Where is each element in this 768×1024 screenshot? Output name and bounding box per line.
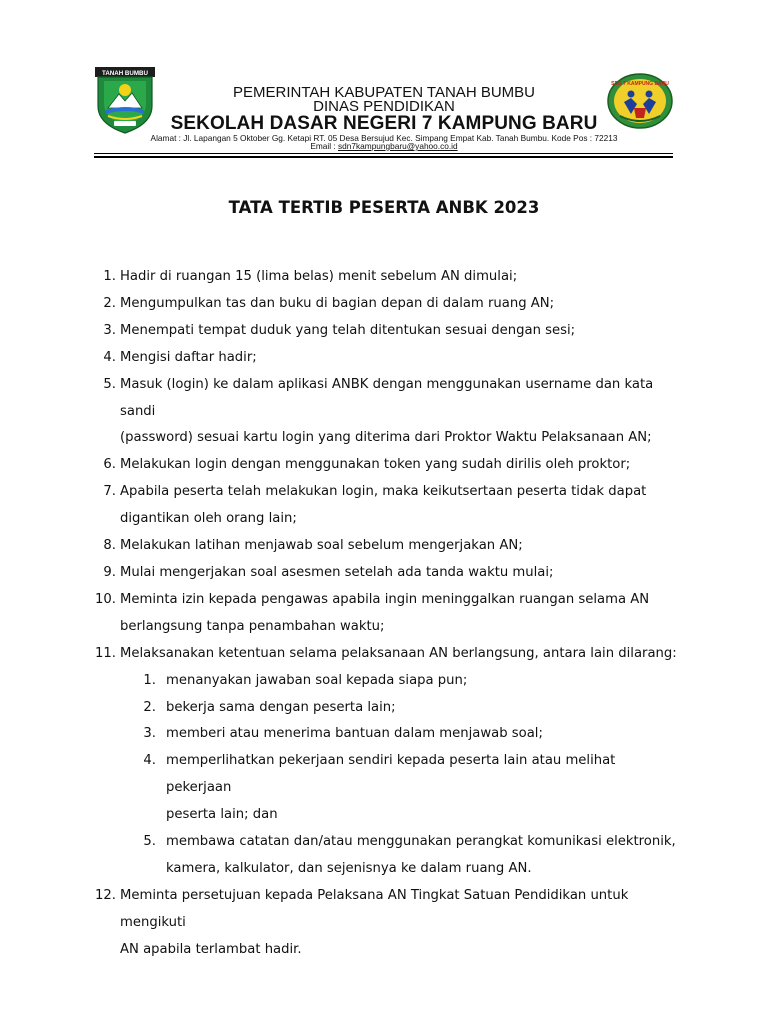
sub-rule-number: 4. <box>143 753 156 769</box>
sub-rule-text-line: memberi atau menerima bantuan dalam menjawab soal; <box>166 726 543 742</box>
rule-number: 3. <box>103 322 116 338</box>
logo-text: SDN 7 KAMPUNG BARU <box>611 81 669 87</box>
rule-text-line: Meminta persetujuan kepada Pelaksana AN Tingkat Satuan Pendidikan untuk mengikuti <box>120 887 629 930</box>
sub-rule-text-line: menanyakan jawaban soal kepada siapa pun; <box>166 672 468 688</box>
email-link[interactable]: sdn7kampungbaru@yahoo.co.id <box>338 141 458 151</box>
rule-item-6 <box>94 452 684 479</box>
rule-number: 4. <box>103 349 116 365</box>
rule-item-4 <box>94 345 684 372</box>
document-title: TATA TERTIB PESERTA ANBK 2023 <box>228 198 540 217</box>
rule-number: 2. <box>103 295 116 311</box>
rule-item-9 <box>94 560 684 587</box>
rule-item-5 <box>94 372 684 453</box>
rule-number: 5. <box>103 376 116 392</box>
rule-item-3 <box>94 318 684 345</box>
rule-text-line: Hadir di ruangan 15 (lima belas) menit sebelum AN dimulai; <box>120 269 518 284</box>
rule-item-11 <box>94 641 684 668</box>
rule-text-line: (password) sesuai kartu login yang diterima dari Proktor Waktu Pelaksanaan AN; <box>120 430 652 446</box>
sub-rule-item-5 <box>94 829 684 883</box>
sub-rule-item-2 <box>94 695 684 722</box>
rule-text-line: Melaksanakan ketentuan selama pelaksanaan AN berlangsung, antara lain dilarang: <box>120 645 677 661</box>
emblem-text: TANAH BUMBU <box>102 69 148 77</box>
sub-rule-number: 3. <box>143 726 156 742</box>
rule-number: 10. <box>95 591 116 607</box>
rule-number: 12. <box>95 887 116 903</box>
rule-text-line: Meminta izin kepada pengawas apabila ingin meninggalkan ruangan selama AN <box>120 591 650 607</box>
rule-text-line: Apabila peserta telah melakukan login, maka keikutsertaan peserta tidak dapat <box>120 484 647 500</box>
rules-list <box>94 264 684 964</box>
rule-item-7 <box>94 479 684 533</box>
rule-number: 8. <box>103 538 116 554</box>
rule-number: 6. <box>103 457 116 473</box>
sub-rule-item-4 <box>94 748 684 829</box>
sub-rule-text-line: bekerja sama dengan peserta lain; <box>166 699 396 715</box>
sub-rule-text-line: kamera, kalkulator, dan sejenisnya ke dalam ruang AN. <box>166 860 532 876</box>
email-label: Email : <box>310 141 339 151</box>
sub-rule-number: 1. <box>143 672 156 688</box>
rule-text-line: AN apabila terlambat hadir. <box>120 941 302 957</box>
rule-item-2 <box>94 291 684 318</box>
rule-item-1 <box>94 264 684 291</box>
rule-item-8 <box>94 533 684 560</box>
rule-item-10 <box>94 587 684 641</box>
letterhead-rule-thin <box>94 153 673 154</box>
sub-rule-text-line: peserta lain; dan <box>166 807 278 823</box>
school-email <box>120 141 648 151</box>
rule-number: 7. <box>103 484 116 500</box>
department-name: DINAS PENDIDIKAN <box>313 98 455 115</box>
rule-text-line: Masuk (login) ke dalam aplikasi ANBK dengan menggunakan username dan kata sandi <box>120 376 654 419</box>
school-name: SEKOLAH DASAR NEGERI 7 KAMPUNG BARU <box>170 113 598 134</box>
sub-rule-number: 2. <box>143 699 156 715</box>
letterhead-rule-thick <box>94 156 673 158</box>
rule-text-line: digantikan oleh orang lain; <box>120 511 297 527</box>
school-address: Alamat : Jl. Lapangan 5 Oktober Gg. Ketapi RT. 05 Desa Bersujud Kec. Simpang Empat Kab. Tanah Bumbu. Kode Pos : 72213 <box>150 133 618 143</box>
government-name: PEMERINTAH KABUPATEN TANAH BUMBU <box>233 84 535 101</box>
sub-rule-text-line: membawa catatan dan/atau menggunakan perangkat komunikasi elektronik, <box>166 834 676 850</box>
sub-rule-item-1 <box>94 668 684 695</box>
rule-text-line: Menempati tempat duduk yang telah ditentukan sesuai dengan sesi; <box>120 322 576 338</box>
sub-rule-text-line: memperlihatkan pekerjaan sendiri kepada peserta lain atau melihat pekerjaan <box>166 753 616 796</box>
rule-number: 1. <box>103 269 116 284</box>
rule-number: 11. <box>95 645 116 661</box>
rule-text-line: Mengisi daftar hadir; <box>120 349 257 365</box>
rule-text-line: Mengumpulkan tas dan buku di bagian depan di dalam ruang AN; <box>120 295 555 311</box>
sub-rule-item-3 <box>94 721 684 748</box>
sub-rule-number: 5. <box>143 834 156 850</box>
rule-number: 9. <box>103 564 116 580</box>
rule-text-line: Melakukan latihan menjawab soal sebelum mengerjakan AN; <box>120 538 523 554</box>
rule-text-line: Mulai mengerjakan soal asesmen setelah ada tanda waktu mulai; <box>120 564 554 580</box>
rule-item-12 <box>94 883 684 964</box>
rule-text-line: berlangsung tanpa penambahan waktu; <box>120 618 385 634</box>
rule-text-line: Melakukan login dengan menggunakan token yang sudah dirilis oleh proktor; <box>120 457 631 473</box>
